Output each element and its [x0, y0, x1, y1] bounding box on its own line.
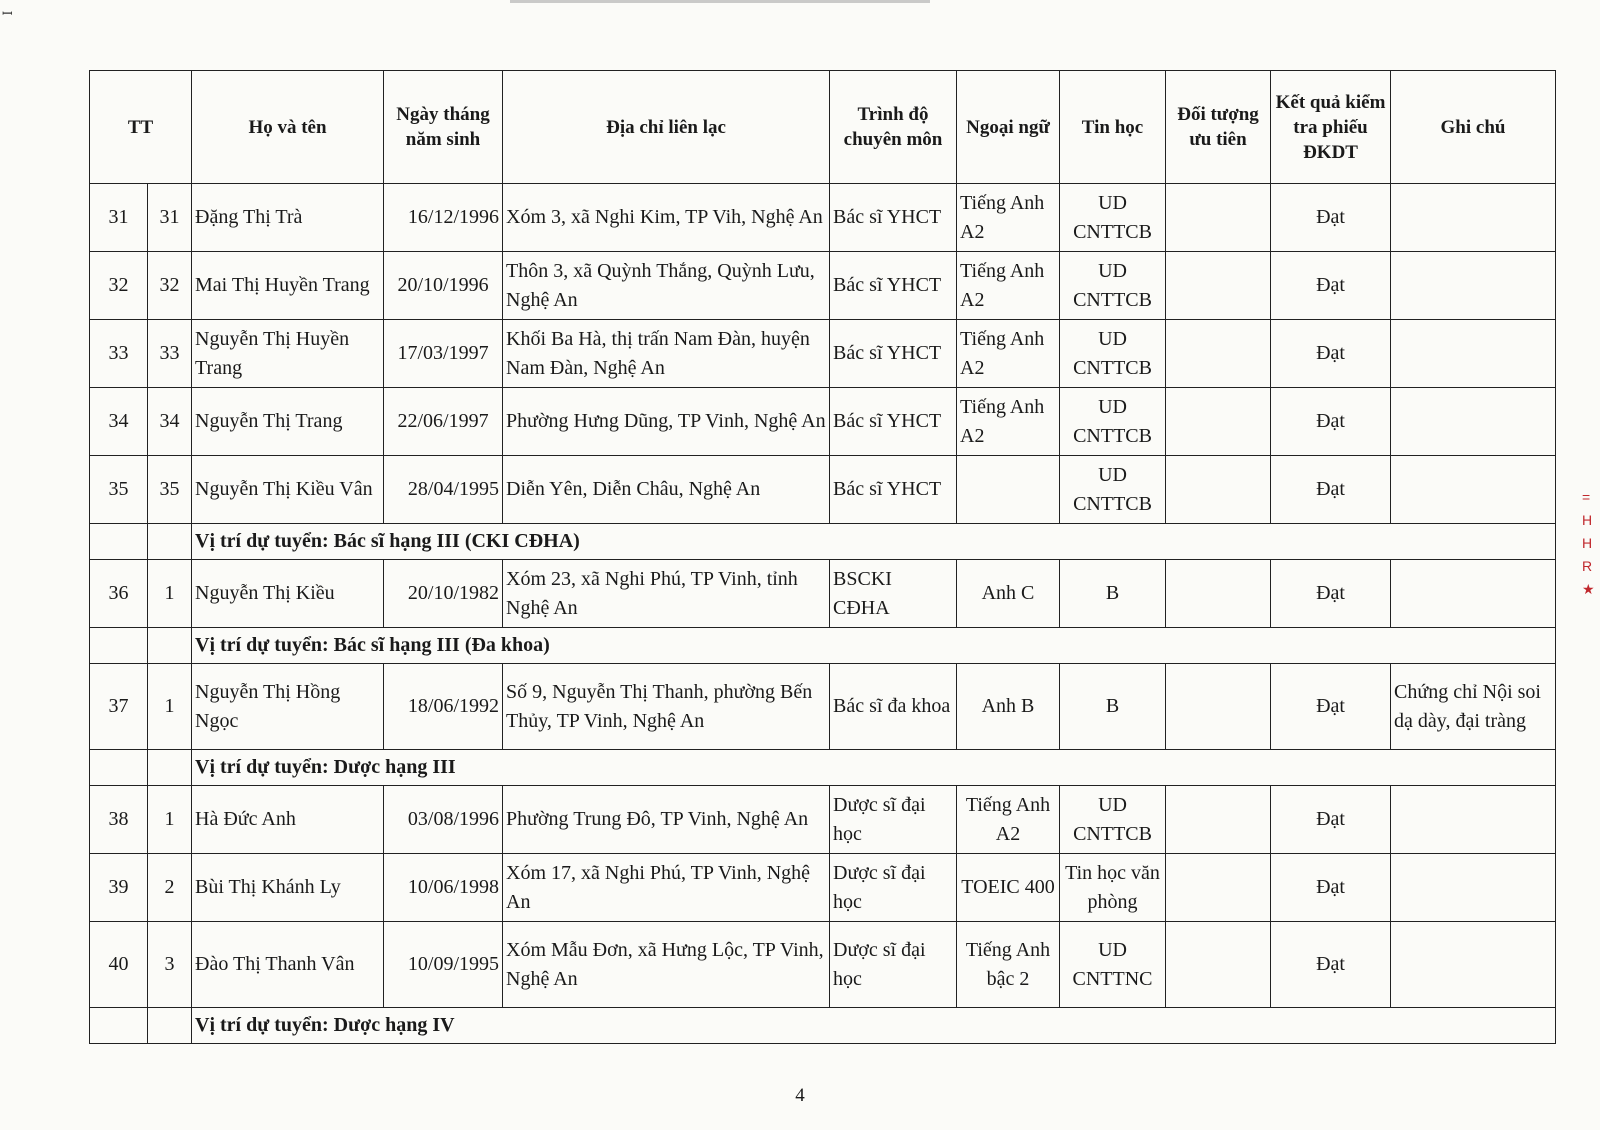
cell-language: Tiếng Anh A2	[957, 184, 1060, 252]
section-row	[90, 524, 1556, 560]
cell-stt: 32	[90, 252, 148, 320]
cell-result: Đạt	[1271, 664, 1391, 750]
cell-address: Xóm 17, xã Nghi Phú, TP Vinh, Nghệ An	[503, 854, 830, 922]
cell-priority	[1166, 388, 1271, 456]
scan-artifact-line	[510, 0, 930, 3]
cell-tt: 1	[148, 560, 192, 628]
cell-qualification: Bác sĩ đa khoa	[830, 664, 957, 750]
cell-dob: 10/09/1995	[384, 922, 503, 1008]
cell-it: B	[1060, 560, 1166, 628]
cell-name: Nguyễn Thị Kiều	[192, 560, 384, 628]
table-row	[90, 854, 1556, 922]
cell-dob: 20/10/1996	[384, 252, 503, 320]
table-row	[90, 922, 1556, 1008]
table-header-row	[90, 71, 1556, 184]
cell-priority	[1166, 664, 1271, 750]
cell-qualification: Dược sĩ đại học	[830, 786, 957, 854]
cell-address: Thôn 3, xã Quỳnh Thắng, Quỳnh Lưu, Nghệ An	[503, 252, 830, 320]
table-row	[90, 560, 1556, 628]
cell-priority	[1166, 184, 1271, 252]
cell-note	[1391, 388, 1556, 456]
cell-language: Anh B	[957, 664, 1060, 750]
table-row	[90, 184, 1556, 252]
cell-priority	[1166, 320, 1271, 388]
cell-address: Xóm 23, xã Nghi Phú, TP Vinh, tỉnh Nghệ An	[503, 560, 830, 628]
cell-priority	[1166, 456, 1271, 524]
cell-stt: 31	[90, 184, 148, 252]
candidate-table	[89, 70, 1556, 1044]
header-language: Ngoại ngữ	[957, 71, 1060, 184]
cell-address: Phường Trung Đô, TP Vinh, Nghệ An	[503, 786, 830, 854]
cell-address: Diễn Yên, Diễn Châu, Nghệ An	[503, 456, 830, 524]
header-note: Ghi chú	[1391, 71, 1556, 184]
cell-stt: 36	[90, 560, 148, 628]
cell-it: UD CNTTCB	[1060, 388, 1166, 456]
cell-dob: 10/06/1998	[384, 854, 503, 922]
header-qualification: Trình độ chuyên môn	[830, 71, 957, 184]
cell-note	[1391, 922, 1556, 1008]
cell-name: Nguyễn Thị Hồng Ngọc	[192, 664, 384, 750]
cell-priority	[1166, 854, 1271, 922]
cell-qualification: Bác sĩ YHCT	[830, 320, 957, 388]
section-label: Vị trí dự tuyển: Bác sĩ hạng III (CKI CĐHA)	[192, 524, 1556, 560]
cell-qualification: Dược sĩ đại học	[830, 922, 957, 1008]
cell-stt: 39	[90, 854, 148, 922]
cell-stt: 34	[90, 388, 148, 456]
cell-tt: 1	[148, 786, 192, 854]
cell-dob: 22/06/1997	[384, 388, 503, 456]
cell-dob: 16/12/1996	[384, 184, 503, 252]
page-number: 4	[795, 1085, 805, 1106]
cell-name: Nguyễn Thị Kiều Vân	[192, 456, 384, 524]
cell-note	[1391, 456, 1556, 524]
cell-it: UD CNTTCB	[1060, 252, 1166, 320]
cell-language: Tiếng Anh A2	[957, 388, 1060, 456]
section-row	[90, 628, 1556, 664]
cell-note	[1391, 320, 1556, 388]
cell-language: Anh C	[957, 560, 1060, 628]
header-tt: TT	[90, 71, 192, 184]
cell-qualification: Bác sĩ YHCT	[830, 456, 957, 524]
cell-address: Khối Ba Hà, thị trấn Nam Đàn, huyện Nam Đàn, Nghệ An	[503, 320, 830, 388]
cell-dob: 17/03/1997	[384, 320, 503, 388]
cell-name: Mai Thị Huyền Trang	[192, 252, 384, 320]
cell-name: Đào Thị Thanh Vân	[192, 922, 384, 1008]
cell-result: Đạt	[1271, 184, 1391, 252]
table-row	[90, 252, 1556, 320]
cell-language: Tiếng Anh bậc 2	[957, 922, 1060, 1008]
cell-result: Đạt	[1271, 922, 1391, 1008]
cell-qualification: BSCKI CĐHA	[830, 560, 957, 628]
cell-name: Đặng Thị Trà	[192, 184, 384, 252]
header-name: Họ và tên	[192, 71, 384, 184]
cell-qualification: Bác sĩ YHCT	[830, 252, 957, 320]
cell-language	[957, 456, 1060, 524]
cell-it: UD CNTTCB	[1060, 786, 1166, 854]
cell-priority	[1166, 922, 1271, 1008]
cell-it: UD CNTTNC	[1060, 922, 1166, 1008]
cell-name: Bùi Thị Khánh Ly	[192, 854, 384, 922]
table-row	[90, 664, 1556, 750]
cell-tt: 31	[148, 184, 192, 252]
header-dob: Ngày tháng năm sinh	[384, 71, 503, 184]
cell-address: Số 9, Nguyễn Thị Thanh, phường Bến Thủy, TP Vinh, Nghệ An	[503, 664, 830, 750]
cell-qualification: Bác sĩ YHCT	[830, 388, 957, 456]
cell-name: Hà Đức Anh	[192, 786, 384, 854]
cell-result: Đạt	[1271, 560, 1391, 628]
cell-note	[1391, 786, 1556, 854]
cell-language: TOEIC 400	[957, 854, 1060, 922]
section-row	[90, 1008, 1556, 1044]
cell-result: Đạt	[1271, 388, 1391, 456]
table-row	[90, 388, 1556, 456]
cell-address: Xóm 3, xã Nghi Kim, TP Vih, Nghệ An	[503, 184, 830, 252]
cell-dob: 28/04/1995	[384, 456, 503, 524]
cell-result: Đạt	[1271, 854, 1391, 922]
cell-address: Phường Hưng Dũng, TP Vinh, Nghệ An	[503, 388, 830, 456]
cell-tt: 35	[148, 456, 192, 524]
cell-it: Tin học văn phòng	[1060, 854, 1166, 922]
cell-stt: 38	[90, 786, 148, 854]
cell-stt: 35	[90, 456, 148, 524]
header-result: Kết quả kiểm tra phiếu ĐKDT	[1271, 71, 1391, 184]
section-row	[90, 750, 1556, 786]
table-row	[90, 786, 1556, 854]
section-label: Vị trí dự tuyển: Dược hạng IV	[192, 1008, 1556, 1044]
cell-language: Tiếng Anh A2	[957, 252, 1060, 320]
cell-note: Chứng chỉ Nội soi dạ dày, đại tràng	[1391, 664, 1556, 750]
cell-result: Đạt	[1271, 456, 1391, 524]
cell-dob: 03/08/1996	[384, 786, 503, 854]
header-address: Địa chỉ liên lạc	[503, 71, 830, 184]
section-label: Vị trí dự tuyển: Bác sĩ hạng III (Đa khoa)	[192, 628, 1556, 664]
cell-priority	[1166, 560, 1271, 628]
cell-tt: 32	[148, 252, 192, 320]
cell-tt: 33	[148, 320, 192, 388]
cell-priority	[1166, 786, 1271, 854]
cell-address: Xóm Mẫu Đơn, xã Hưng Lộc, TP Vinh, Nghệ An	[503, 922, 830, 1008]
cell-note	[1391, 184, 1556, 252]
section-label: Vị trí dự tuyển: Dược hạng III	[192, 750, 1556, 786]
cell-it: B	[1060, 664, 1166, 750]
cell-qualification: Bác sĩ YHCT	[830, 184, 957, 252]
cell-tt: 2	[148, 854, 192, 922]
cell-stt: 33	[90, 320, 148, 388]
cell-language: Tiếng Anh A2	[957, 320, 1060, 388]
cell-stt: 40	[90, 922, 148, 1008]
cell-result: Đạt	[1271, 252, 1391, 320]
cell-dob: 18/06/1992	[384, 664, 503, 750]
cell-tt: 3	[148, 922, 192, 1008]
cell-note	[1391, 560, 1556, 628]
header-priority: Đối tượng ưu tiên	[1166, 71, 1271, 184]
cell-tt: 1	[148, 664, 192, 750]
cell-tt: 34	[148, 388, 192, 456]
cell-note	[1391, 252, 1556, 320]
cell-it: UD CNTTCB	[1060, 184, 1166, 252]
cell-priority	[1166, 252, 1271, 320]
cell-result: Đạt	[1271, 320, 1391, 388]
cell-name: Nguyễn Thị Huyền Trang	[192, 320, 384, 388]
cell-it: UD CNTTCB	[1060, 320, 1166, 388]
table-row	[90, 456, 1556, 524]
cell-result: Đạt	[1271, 786, 1391, 854]
cell-it: UD CNTTCB	[1060, 456, 1166, 524]
cell-dob: 20/10/1982	[384, 560, 503, 628]
header-it: Tin học	[1060, 71, 1166, 184]
table-row	[90, 320, 1556, 388]
cell-note	[1391, 854, 1556, 922]
scan-corner-mark: ꟷ	[2, 6, 13, 21]
scan-edge-stamp-fragment: = H H R ★	[1582, 489, 1595, 597]
cell-language: Tiếng Anh A2	[957, 786, 1060, 854]
cell-name: Nguyễn Thị Trang	[192, 388, 384, 456]
cell-stt: 37	[90, 664, 148, 750]
cell-qualification: Dược sĩ đại học	[830, 854, 957, 922]
